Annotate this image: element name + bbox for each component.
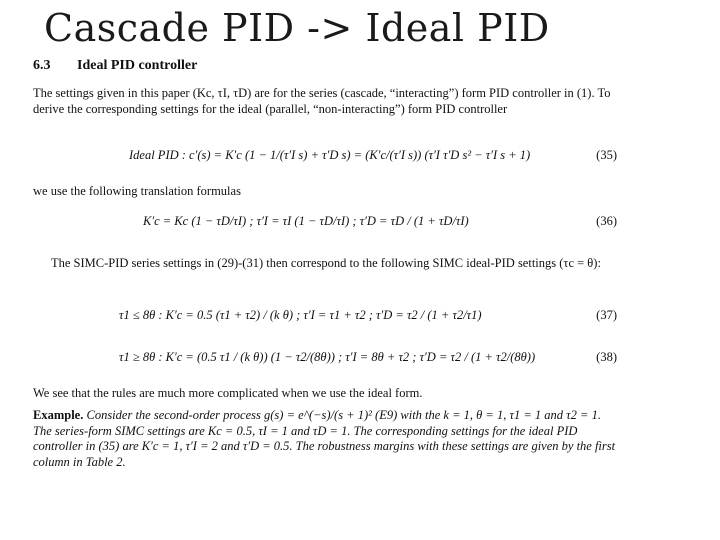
paragraph-translation: we use the following translation formulas: [33, 184, 241, 198]
equation-37-body: τ1 ≤ 8θ : K′c = 0.5 (τ1 + τ2) / (k θ) ; τ′I = τ1 + τ2 ; τ′D = τ2 / (1 + τ2/τ1): [119, 308, 482, 322]
equation-35-body: Ideal PID : c′(s) = K′c (1 − 1/(τ′I s) + τ′D s) = (K′c/(τ′I s)) (τ′I τ′D s² − τ′I s + 1): [129, 148, 531, 162]
example-paragraph: [33, 408, 617, 470]
equation-37: [33, 300, 617, 334]
slide-title: Cascade PID -> Ideal PID: [44, 6, 550, 50]
paragraph-intro: The settings given in this paper (Kc, τI, τD) are for the series (cascade, “interacting”) form PID controller in (1). To derive the corresponding settings for the ideal (parallel, “non-interacting”) form PID controller: [33, 86, 611, 116]
equation-38-body: τ1 ≥ 8θ : K′c = (0.5 τ1 / (k θ)) (1 − τ2/(8θ)) ; τ′I = 8θ + τ2 ; τ′D = τ2 / (1 + τ2/(8θ)): [119, 350, 536, 364]
paragraph-comparison: We see that the rules are much more complicated when we use the ideal form.: [33, 386, 423, 400]
example-label: Example.: [33, 408, 84, 422]
equation-38: [33, 342, 617, 376]
equation-36: [33, 206, 617, 240]
equation-36-body: K′c = Kc (1 − τD/τI) ; τ′I = τI (1 − τD/τI) ; τ′D = τD / (1 + τD/τI): [143, 214, 469, 228]
section-heading: [33, 58, 197, 74]
example-text: Consider the second-order process g(s) = e^(−s)/(s + 1)² (E9) with the k = 1, θ = 1, τ1 = 1 and τ2 = 1. The series-form SIMC settings are Kc = 0.5, τI = 1 and τD = 1. The corresponding settings for the ideal PID controller in (35) are K′c = 1, τ′I = 2 and τ′D = 0.5. The robustness margins with these settings are given by the first column in Table 2.: [33, 408, 616, 469]
equation-36-number: (36): [596, 214, 617, 228]
paragraph-simc: The SIMC-PID series settings in (29)-(31) then correspond to the following SIMC ideal-PID settings (τc = θ):: [51, 256, 601, 270]
equation-37-number: (37): [596, 308, 617, 322]
equation-38-number: (38): [596, 350, 617, 364]
section-number: 6.3: [33, 58, 51, 73]
section-title: Ideal PID controller: [77, 58, 198, 73]
equation-35: [33, 140, 617, 174]
equation-35-number: (35): [596, 148, 617, 162]
